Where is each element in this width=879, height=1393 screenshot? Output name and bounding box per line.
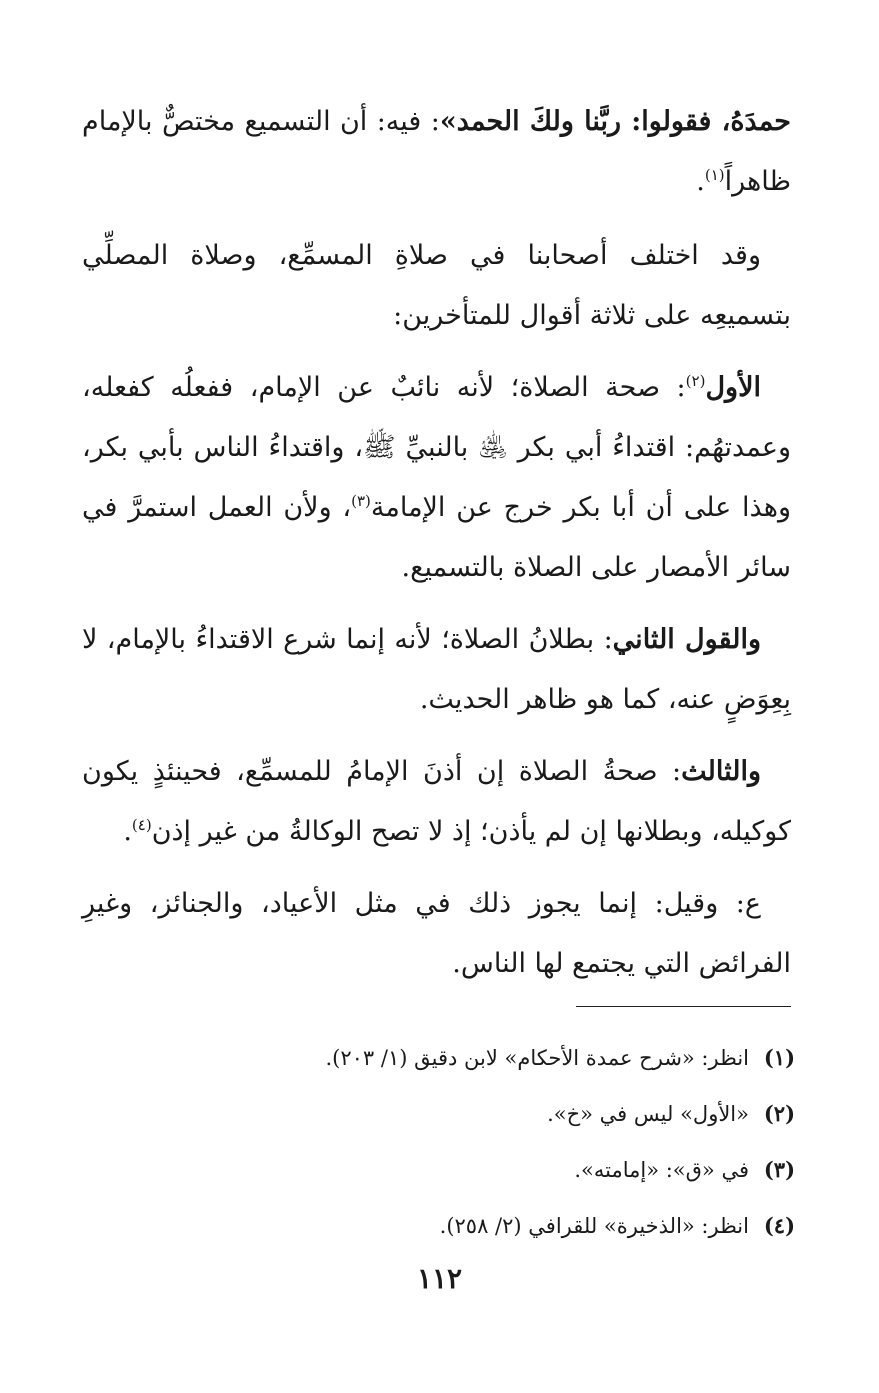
footnote-number: (٤) [763,1213,795,1238]
footnote-text: انظر: «الذخيرة» للقرافي (٢/ ٢٥٨). [439,1214,749,1238]
body-paragraph [82,874,791,994]
footnote-1 [82,1030,795,1086]
paragraph-text: ، ولأن العمل استمرَّ في سائر الأمصار على الصلاة بالتسميع. [82,492,791,583]
page-number: ١١٢ [416,1262,463,1295]
footnotes-section [82,1030,795,1254]
footnote-number: (٣) [763,1157,795,1182]
footnote-number: (١) [763,1045,795,1070]
footnote-3 [82,1142,795,1198]
paragraph-text: : فيه: أن التسميع مختصٌّ بالإمام ظاهراً [82,106,791,197]
body-paragraph [82,92,791,212]
footnote-reference: (١) [704,166,725,184]
bold-heading-text: والثالث [681,756,761,787]
footnote-text: «الأول» ليس في «خ». [547,1102,749,1126]
footnote-number: (٢) [763,1101,795,1126]
paragraph-text: وقد اختلف أصحابنا في صلاةِ المسمِّع، وصلاة المصلِّي بتسميعِه على ثلاثة أقوال للمتأخرين: [82,240,791,331]
paragraph-text: . [696,166,705,197]
paragraph-text: ع: وقيل: إنما يجوز ذلك في مثل الأعياد، والجنائز، وغيرِ الفرائض التي يجتمع لها الناس. [82,888,791,979]
main-text [82,92,791,1006]
footnote-2 [82,1086,795,1142]
footnote-text: انظر: «شرح عمدة الأحكام» لابن دقيق (١/ ٢٠٣). [325,1046,749,1070]
footnote-reference: (٣) [351,492,371,510]
body-paragraph [82,610,791,730]
body-paragraph [82,226,791,346]
footnote-reference: (٢) [685,372,706,390]
body-paragraph [82,358,791,598]
footnote-text: في «ق»: «إمامته». [574,1158,749,1182]
footnote-divider [576,1006,791,1007]
paragraph-text: : بطلانُ الصلاة؛ لأنه إنما شرع الاقتداءُ بالإمام، لا بِعِوَضٍ عنه، كما هو ظاهر الحديث. [82,624,791,715]
bold-heading-text: والقول الثاني [612,624,761,655]
footnote-reference: (٤) [131,816,152,834]
bold-heading-text: الأول [705,372,761,403]
body-paragraph [82,742,791,862]
footnote-4 [82,1198,795,1254]
paragraph-text: : صحةُ الصلاة إن أذنَ الإمامُ للمسمِّع، فحينئذٍ يكون كوكيله، وبطلانها إن لم يأذن؛ إذ لا تصح الوكالةُ من غير إذن [82,756,791,847]
paragraph-text: : صحة الصلاة؛ لأنه نائبٌ عن الإمام، ففعلُه كفعله، وعمدتهُم: اقتداءُ أبي بكر ﵁ بالنبيِّ ﷺ، واقتداءُ الناس بأبي بكر، وهذا على أن أبا بكر خرج عن الإمامة [82,372,792,523]
bold-heading-text: حمدَهُ، فقولوا: ربَّنا ولكَ الحمد» [439,106,791,137]
paragraph-text: . [123,816,132,847]
